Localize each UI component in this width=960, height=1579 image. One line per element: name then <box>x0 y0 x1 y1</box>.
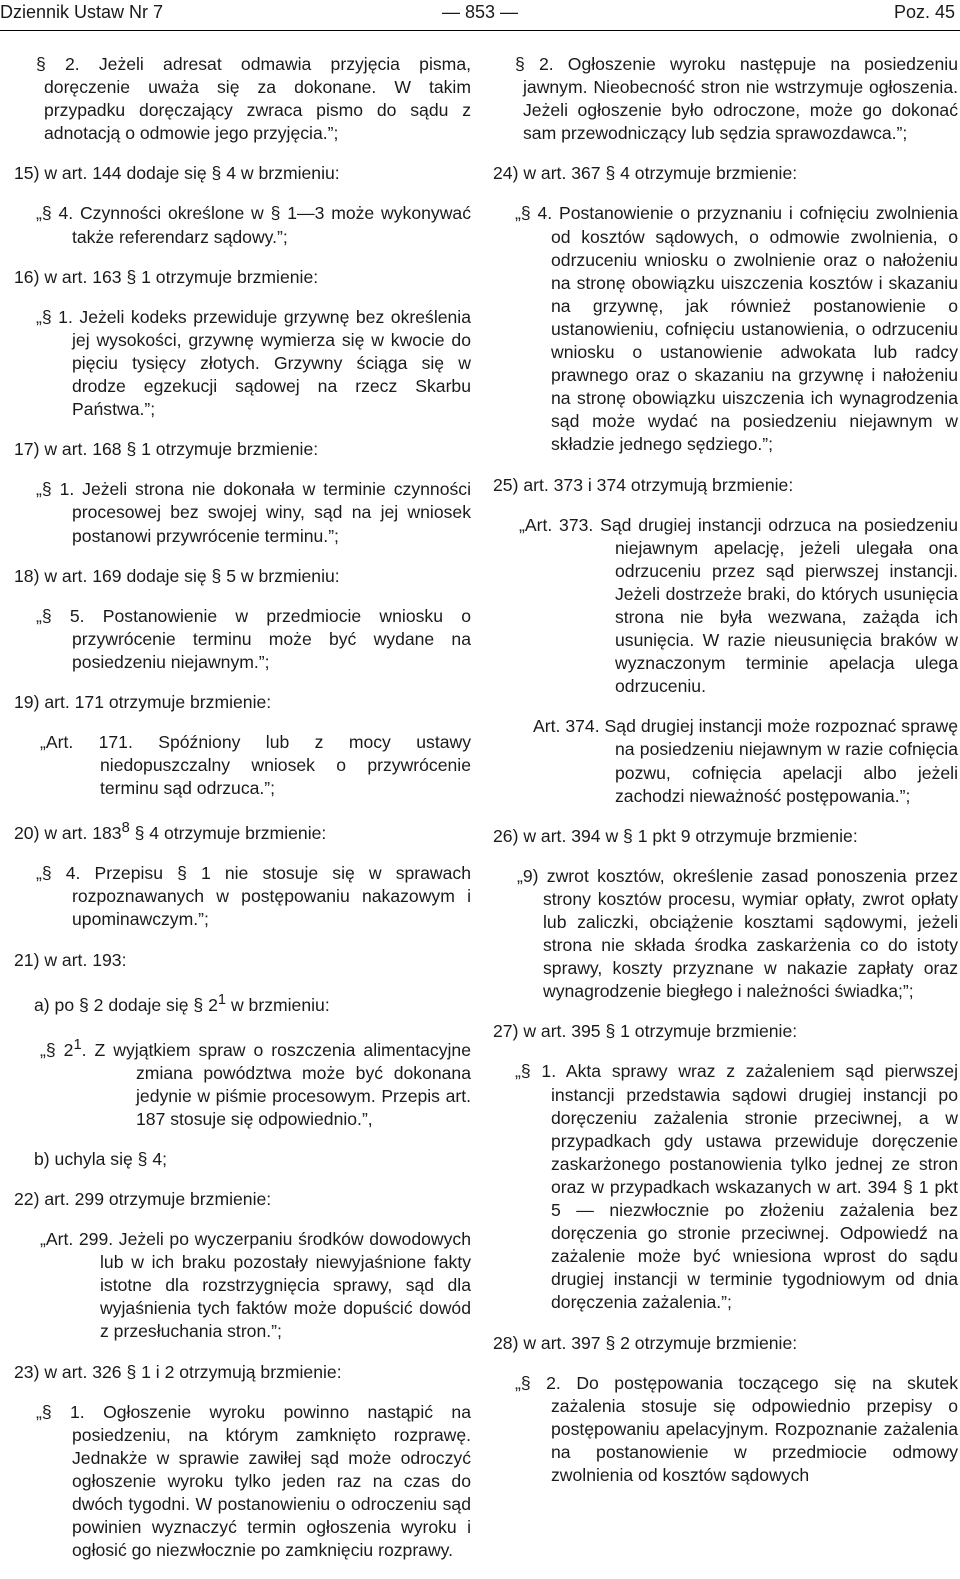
amendment-quote <box>14 1034 471 1131</box>
amendment-quote: „§ 1. Akta sprawy wraz z zażaleniem sąd pierwszej instancji przedstawia sądowi drugiej instancji po doręczeniu zażalenia stronie przeciwnej, a w przypadkach gdy ustawa przewiduje doręczenie zaskarżonego postanowienia tylko jednej ze stron oraz w przypadkach wskazanych w art. 394 § 1 pkt 5 — niezwłocznie po złożeniu zażalenia bez doręczenia go stronie przeciwnej. Odpowiedź na zażalenie może być wniesiona wprost do sądu drugiej instancji w terminie tygodniowym od dnia doręczenia zażalenia.”; <box>515 1061 958 1313</box>
amendment-quote: „§ 2. Do postępowania toczącego się na skutek zażalenia stosuje się odpowiednio przepisy o postępowaniu apelacyjnym. Rozpoznanie zażalenia na postanowienie w przedmiocie odmowy zwolnienia od kosztów sądowych <box>515 1372 958 1485</box>
sub-text: a) po § 2 dodaje się § 2 <box>34 994 218 1015</box>
amendment-heading: 26) w art. 394 w § 1 pkt 9 otrzymuje brzmienie: <box>493 825 858 846</box>
amendment-heading: 15) w art. 144 dodaje się § 4 w brzmieniu: <box>14 163 340 184</box>
right-column <box>493 53 958 1504</box>
heading-text: 20) w art. 183 <box>14 823 122 844</box>
journal-title: Dziennik Ustaw Nr 7 <box>0 2 164 22</box>
quote-text: „§ 2 <box>40 1039 74 1060</box>
amendment-heading: 17) w art. 168 § 1 otrzymuje brzmienie: <box>14 439 319 460</box>
amendment-quote: „§ 1. Ogłoszenie wyroku powinno nastąpić na posiedzeniu, na którym zamknięto rozprawę. Jednakże w sprawie zawiłej sąd może odroczyć ogłoszenie wyroku tylko jeden raz na czas do dwóch tygodni. W postanowieniu o odroczeniu sąd powinien wyznaczyć termin ogłoszenia wyroku i ogłosić go niezwłocznie po zamknięciu rozprawy. <box>36 1401 471 1561</box>
superscript: 1 <box>217 991 227 1008</box>
superscript: 8 <box>121 820 130 837</box>
left-column <box>14 53 471 1579</box>
amendment-heading <box>14 817 471 845</box>
paragraph: § 2. Jeżeli adresat odmawia przyjęcia pisma, doręczenie uważa się za dokonane. W takim przypadku doręczający zwraca pismo do sądu z adnotacją o odmowie jego przyjęcia.”; <box>36 54 471 144</box>
amendment-heading: 19) art. 171 otrzymuje brzmienie: <box>14 691 272 712</box>
amendment-quote: „§ 4. Przepisu § 1 nie stosuje się w sprawach rozpoznawanych w postępowaniu nakazowym i upominawczym.”; <box>36 863 471 930</box>
sub-point-a <box>34 989 471 1017</box>
paragraph: § 2. Ogłoszenie wyroku następuje na posiedzeniu jawnym. Nieobecność stron nie wstrzymuje ogłoszenia. Jeżeli ogłoszenie było odroczone, może go dokonać sam przewodniczący lub sędzia sprawozdawca.”; <box>515 54 958 144</box>
amendment-quote: „Art. 373. Sąd drugiej instancji odrzuca na posiedzeniu niejawnym apelację, jeżeli ulegała ona odrzuceniu przez sąd pierwszej instancji. Jeżeli dostrzeże braki, do których usunięcia strona nie była wezwana, zażąda ich usunięcia. W razie nieusunięcia braków w wyznaczonym terminie apelacja ulega odrzuceniu. <box>519 514 958 697</box>
amendment-heading: 18) w art. 169 dodaje się § 5 w brzmieniu: <box>14 565 340 586</box>
amendment-quote: „§ 1. Jeżeli strona nie dokonała w terminie czynności procesowej bez swojej winy, sąd na jej wniosek postanowi przywrócenie terminu.”; <box>36 479 471 546</box>
sub-text: w brzmieniu: <box>226 994 330 1015</box>
amendment-quote: „Art. 171. Spóźniony lub z mocy ustawy niedopuszczalny wniosek o przywrócenie terminu sąd odrzuca.”; <box>40 732 471 799</box>
amendment-heading: 28) w art. 397 § 2 otrzymuje brzmienie: <box>493 1332 798 1353</box>
amendment-heading: 24) w art. 367 § 4 otrzymuje brzmienie: <box>493 163 798 184</box>
superscript: 1 <box>73 1036 82 1053</box>
heading-text: § 4 otrzymuje brzmienie: <box>129 823 327 844</box>
amendment-heading: 22) art. 299 otrzymuje brzmienie: <box>14 1188 272 1209</box>
sub-point-b: b) uchyla się § 4; <box>34 1148 168 1169</box>
amendment-quote: „§ 4. Postanowienie o przyznaniu i cofnięciu zwolnienia od kosztów sądowych, o odmowie zwolnienia, o odrzuceniu wniosku o zwolnienie oraz o nałożeniu na stronę obowiązku uiszczenia kosztów i skazaniu na grzywnę, jak również postanowienie o ustanowieniu, cofnięciu ustanowienia, o odrzuceniu wniosku o ustanowienie adwokata lub radcy prawnego oraz o skazaniu na grzywnę i nałożeniu na stronę obowiązku uiszczenia ich wynagrodzenia sąd może wydać na posiedzeniu niejawnym w składzie jednego sędziego.”; <box>515 203 958 455</box>
page-header <box>0 0 960 31</box>
amendment-quote: „§ 4. Czynności określone w § 1—3 może wykonywać także referendarz sądowy.”; <box>36 203 471 247</box>
amendment-heading: 23) w art. 326 § 1 i 2 otrzymują brzmienie: <box>14 1361 342 1382</box>
amendment-quote: „9) zwrot kosztów, określenie zasad ponoszenia przez strony kosztów procesu, wymiar opłaty, zwrot opłaty lub zaliczki, obciążenie kosztami sądowymi, jeżeli strona nie składa środka zaskarżenia co do istoty sprawy, koszty przyznane w nakazie zapłaty oraz wynagrodzenie biegłego i należności świadka;”; <box>517 865 958 1002</box>
amendment-heading: 21) w art. 193: <box>14 949 127 970</box>
quote-text: . Z wyjątkiem spraw o roszczenia alimentacyjne zmiana powództwa może być dokonana jedynie w piśmie procesowym. Przepis art. 187 stosuje się odpowiednio.”, <box>81 1039 471 1129</box>
amendment-heading: 16) w art. 163 § 1 otrzymuje brzmienie: <box>14 266 319 287</box>
amendment-heading: 25) art. 373 i 374 otrzymują brzmienie: <box>493 474 794 495</box>
position-number: Poz. 45 <box>893 2 955 22</box>
amendment-heading: 27) w art. 395 § 1 otrzymuje brzmienie: <box>493 1021 798 1042</box>
amendment-quote: „§ 1. Jeżeli kodeks przewiduje grzywnę bez określenia jej wysokości, grzywnę wymierza się w kwocie do pięciu tysięcy złotych. Grzywny ściąga się w drodze egzekucji sądowej na rzecz Skarbu Państwa.”; <box>36 306 471 420</box>
amendment-quote: „Art. 299. Jeżeli po wyczerpaniu środków dowodowych lub w ich braku pozostały niewyjaśnione fakty istotne dla rozstrzygnięcia sprawy, sąd dla wyjaśnienia tych faktów może dopuścić dowód z przesłuchania stron.”; <box>40 1229 471 1342</box>
page-number: — 853 — <box>442 2 519 22</box>
amendment-quote: Art. 374. Sąd drugiej instancji może rozpoznać sprawę na posiedzeniu niejawnym w razie cofnięcia pozwu, cofnięcia apelacji albo jeżeli zachodzi nieważność postępowania.”; <box>533 716 958 806</box>
amendment-quote: „§ 5. Postanowienie w przedmiocie wniosku o przywrócenie terminu może być wydane na posiedzeniu niejawnym.”; <box>36 605 471 672</box>
